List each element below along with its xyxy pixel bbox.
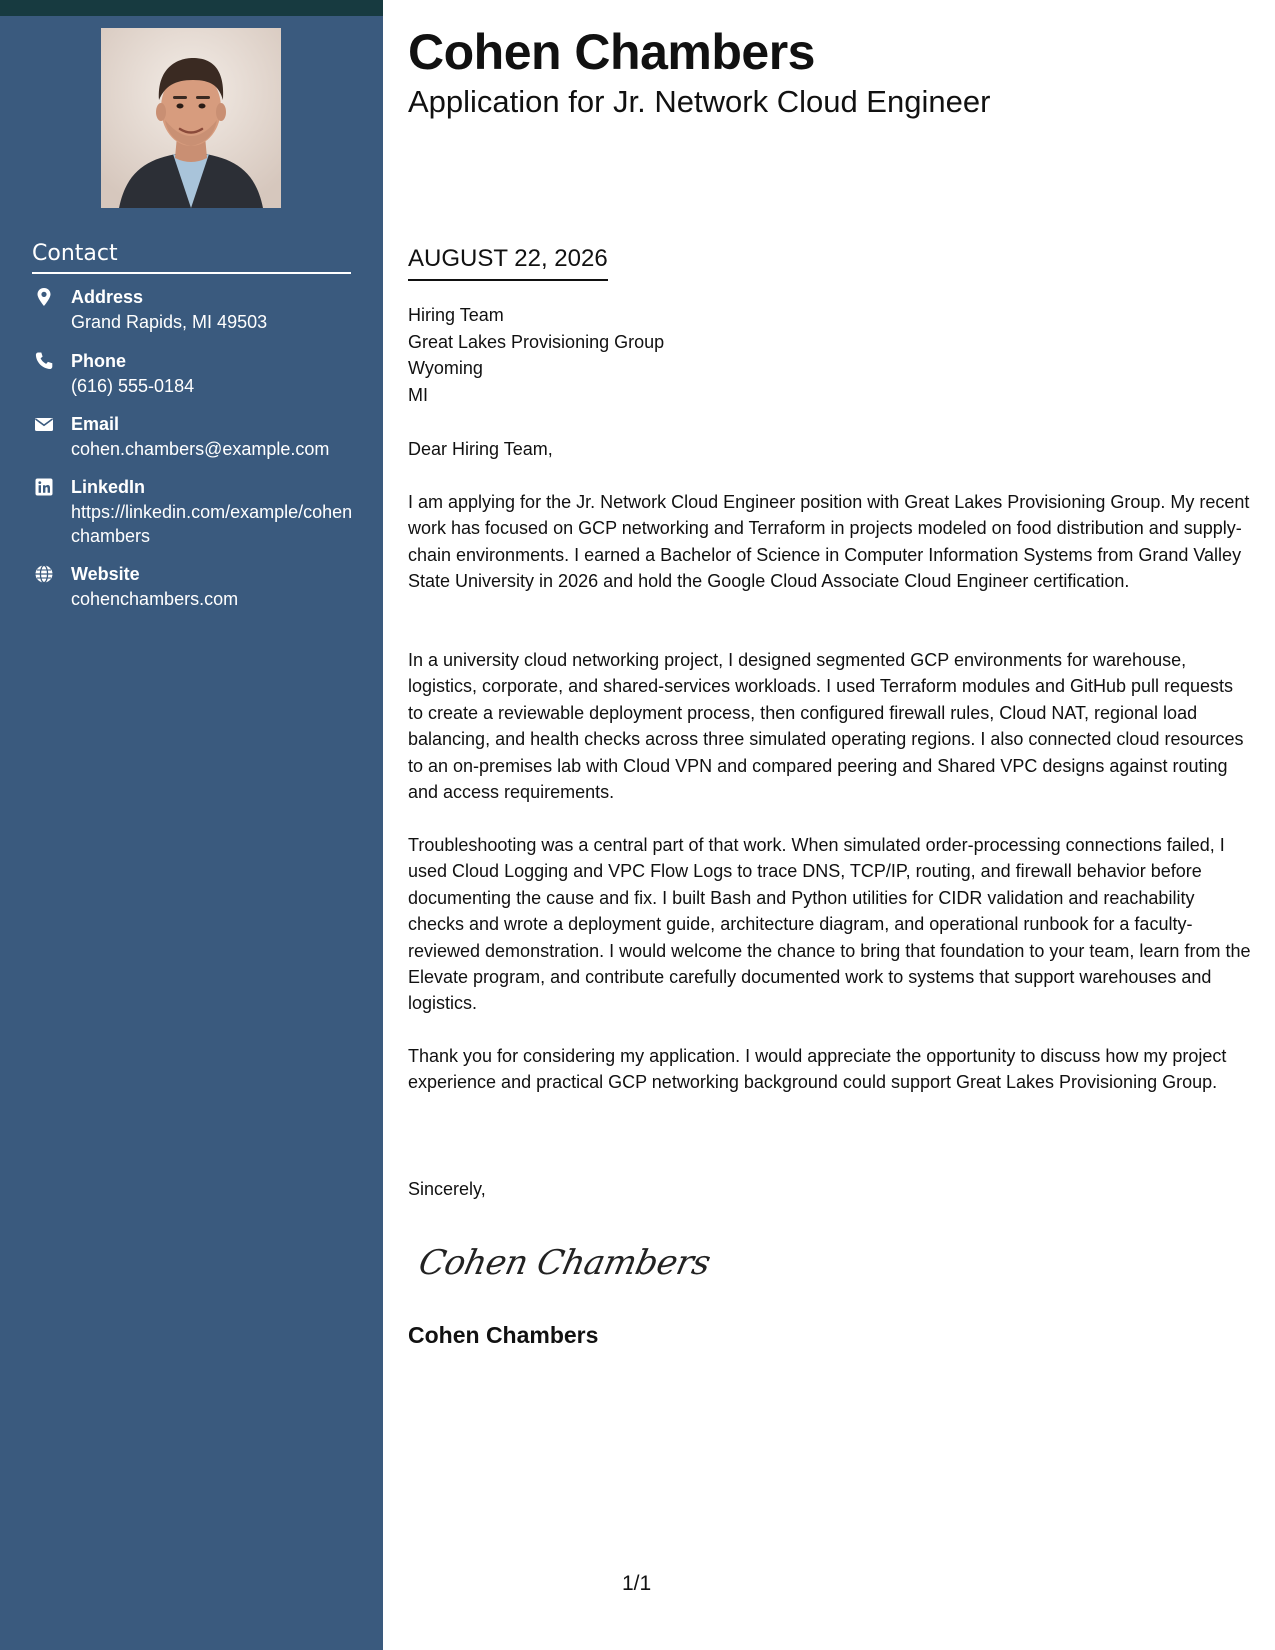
- website-value[interactable]: cohenchambers.com: [71, 589, 239, 609]
- applicant-name: Cohen Chambers: [408, 24, 815, 80]
- linkedin-icon: [34, 477, 54, 497]
- closing: Sincerely,: [408, 1179, 486, 1199]
- phone-value: (616) 555-0184: [71, 376, 195, 396]
- contact-label: Website: [71, 564, 140, 584]
- contact-label: Address: [71, 287, 144, 307]
- linkedin-value[interactable]: https://linkedin.com/example/cohenchambers: [71, 502, 353, 546]
- signed-name: Cohen Chambers: [408, 1322, 599, 1348]
- sidebar: [0, 0, 383, 1650]
- letter-date: AUGUST 22, 2026: [408, 243, 608, 281]
- envelope-icon: [34, 414, 54, 434]
- paragraph: I am applying for the Jr. Network Cloud Engineer position with Great Lakes Provisioning Group. My recent work has focused on GCP networking and Terraform in projects modeled on food distribution and supply-chain environments. I earned a Bachelor of Science in Computer Information Systems from Grand Valley State University in 2026 and hold the Google Cloud Associate Cloud Engineer certification.: [408, 492, 1250, 592]
- recipient-line: Great Lakes Provisioning Group: [408, 331, 665, 352]
- contact-label: Phone: [71, 351, 127, 371]
- person-photo-icon: [101, 28, 281, 208]
- recipient-block: [408, 302, 664, 408]
- handwritten-signature: [415, 1232, 714, 1288]
- recipient-line: MI: [408, 384, 428, 405]
- email-value[interactable]: cohen.chambers@example.com: [71, 439, 330, 459]
- page-number: 1/1: [622, 1572, 652, 1595]
- contact-label: LinkedIn: [71, 477, 146, 497]
- svg-text:Cohen Chambers: Cohen Chambers: [415, 1243, 714, 1283]
- recipient-line: Wyoming: [408, 358, 483, 378]
- globe-icon: [34, 564, 54, 584]
- paragraph: In a university cloud networking project, I designed segmented GCP environments for warehouse, logistics, corporate, and shared-services workloads. I used Terraform modules and GitHub pull requests to create a reviewable deployment process, then configured firewall rules, Cloud NAT, regional load balancing, and health checks across three simulated operating regions. I also connected cloud resources to an on-premises lab with Cloud VPN and compared peering and Shared VPC designs against routing and access requirements.: [408, 650, 1244, 803]
- application-title: Application for Jr. Network Cloud Engineer: [408, 84, 991, 119]
- recipient-line: Hiring Team: [408, 305, 504, 325]
- paragraph: Troubleshooting was a central part of that work. When simulated order-processing connections failed, I used Cloud Logging and VPC Flow Logs to trace DNS, TCP/IP, routing, and firewall behavior before documenting the cause and fix. I built Bash and Python utilities for CIDR validation and reachability checks and wrote a deployment guide, architecture diagram, and operational runbook for a faculty-reviewed demonstration. I would welcome the chance to bring that foundation to your team, learn from the Elevate program, and contribute carefully documented work to systems that support warehouses and logistics.: [408, 835, 1251, 1014]
- letter-body: [408, 0, 1253, 1650]
- contact-heading: Contact: [32, 240, 351, 274]
- sidebar-top-bar: [0, 0, 383, 16]
- avatar: [101, 28, 281, 208]
- phone-icon: [34, 351, 54, 371]
- salutation: Dear Hiring Team,: [408, 439, 553, 459]
- contact-label: Email: [71, 414, 120, 434]
- address-value: Grand Rapids, MI 49503: [71, 312, 268, 332]
- paragraph: Thank you for considering my application. I would appreciate the opportunity to discuss how my project experience and practical GCP networking background could support Great Lakes Provisioning Group.: [408, 1046, 1227, 1093]
- location-pin-icon: [34, 287, 54, 307]
